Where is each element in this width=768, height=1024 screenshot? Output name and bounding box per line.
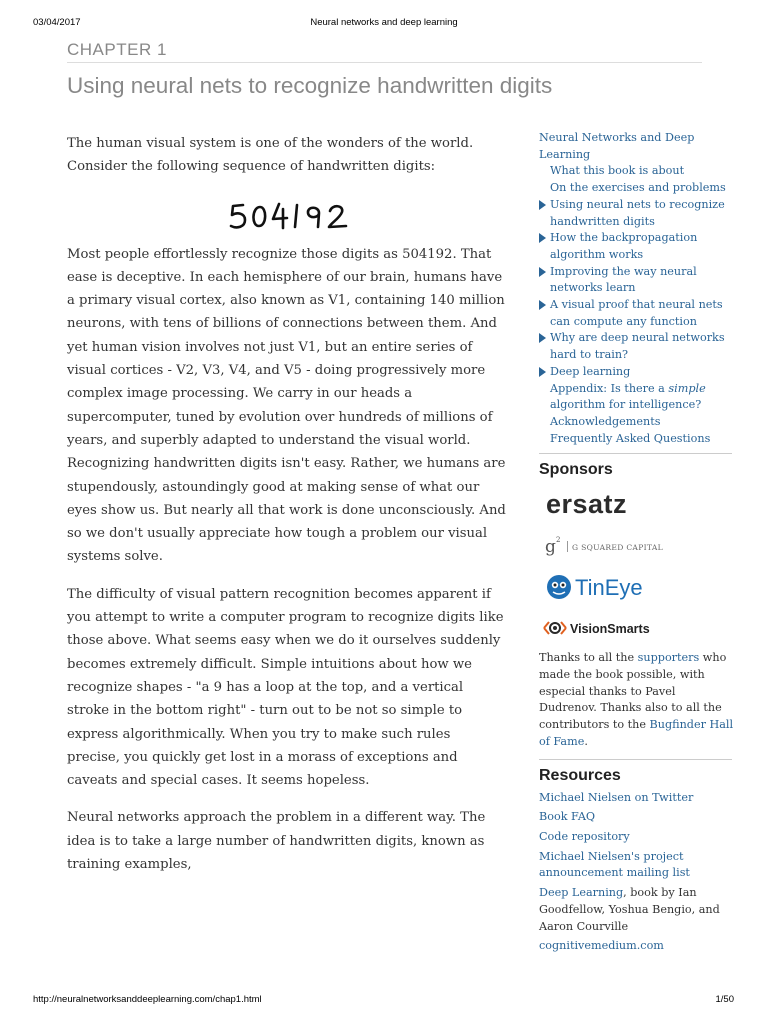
svg-text:G SQUARED CAPITAL: G SQUARED CAPITAL (572, 542, 663, 552)
triangle-right-icon[interactable] (539, 200, 546, 210)
toc-item-link[interactable]: On the exercises and problems (550, 181, 726, 195)
cognitivemedium-link[interactable]: cognitivemedium.com (539, 939, 664, 953)
sidebar (539, 130, 734, 958)
toc-item-faq[interactable] (539, 431, 734, 448)
print-doc-title: Neural networks and deep learning (310, 17, 458, 28)
toc-list (539, 163, 734, 380)
toc-appendix-emphasis: simple (668, 381, 706, 395)
print-header (0, 17, 768, 31)
toc-item-link[interactable]: How the backpropagation algorithm works (550, 231, 698, 261)
toc-item-link[interactable]: Improving the way neural networks learn (550, 264, 697, 295)
header-divider (67, 62, 702, 63)
print-footer (0, 994, 768, 1008)
chapter-label: CHAPTER 1 (67, 40, 167, 59)
svg-text:VisionSmarts: VisionSmarts (570, 621, 650, 636)
ersatz-logo-icon (539, 488, 649, 522)
print-url: http://neuralnetworksanddeeplearning.com/chap1.html (33, 994, 262, 1005)
triangle-right-icon[interactable] (539, 267, 546, 277)
resource-link[interactable]: Michael Nielsen's project announcement mailing list (539, 849, 690, 880)
paragraph-difficulty: The difficulty of visual pattern recognition becomes apparent if you attempt to write a computer program to recognize digits like those above. What seems easy when we do it ourselves suddenly becomes extremely difficult. Simple intuitions about how we recognize shapes - "a 9 has a loop at the top, and a vertical stroke in the bottom right" - turn out to be not so simple to express algorithmically. When you try to make such rules precise, you quickly get lost in a morass of exceptions and caveats and special cases. It seems hopeless. (67, 586, 504, 789)
toc-appendix-text-1: Appendix: Is there a (550, 381, 669, 395)
toc-faq-link[interactable]: Frequently Asked Questions (550, 431, 711, 445)
thanks-text-3: . (584, 734, 588, 748)
sponsors-thanks-text (539, 650, 734, 750)
paragraph-deceptive: Most people effortlessly recognize those digits as 504192. That ease is deceptive. In each hemisphere of our brain, humans have a primary visual cortex, also known as V1, containing 140 million neurons, with tens of billions of connections between them. And yet human vision involves not just V1, but an entire series of visual cortices - V2, V3, V4, and V5 - doing progressively more complex image processing. We carry in our heads a supercomputer, tuned by evolution over hundreds of millions of years, and superbly adapted to understand the visual world. Recognizing handwritten digits isn't easy. Rather, we humans are stupendously, astoundingly good at making sense of what our eyes show us. But nearly all that work is done unconsciously. And so we don't usually appreciate how tough a problem our visual systems solve. (67, 246, 506, 565)
bugfinder-hall-of-fame-link[interactable]: Bugfinder Hall of Fame (539, 718, 734, 748)
triangle-right-icon[interactable] (539, 300, 546, 310)
toc-item-acknowledgements[interactable] (539, 414, 734, 431)
main-content (67, 132, 507, 890)
resources-heading: Resources (539, 766, 621, 784)
paragraph-intro: The human visual system is one of the wonders of the world. Consider the following sequence of handwritten digits: (67, 136, 474, 175)
g-squared-logo-icon (539, 532, 664, 560)
sponsor-ersatz-logo[interactable] (539, 484, 734, 525)
resource-link[interactable]: Michael Nielsen on Twitter (539, 790, 694, 804)
toc-item-link[interactable]: Using neural nets to recognize handwritten digits (550, 197, 725, 228)
toc-item[interactable] (539, 197, 734, 230)
visionsmarts-logo-icon (539, 613, 664, 643)
toc-item[interactable] (539, 364, 734, 381)
toc-item[interactable] (539, 180, 734, 197)
resource-deep-learning (539, 885, 734, 935)
paragraph-neural-approach: Neural networks approach the problem in a different way. The idea is to take a large number of handwritten digits, known as training examples, (67, 810, 486, 873)
resource-item (539, 790, 734, 807)
svg-text:TinEye: TinEye (575, 574, 643, 600)
handwritten-digits-image (67, 189, 507, 243)
svg-text:g: g (545, 536, 556, 557)
toc-item[interactable] (539, 163, 734, 180)
toc-item[interactable] (539, 297, 734, 330)
toc-item-link[interactable]: Why are deep neural networks hard to train? (550, 331, 725, 362)
toc-appendix-text-2: algorithm for intelligence? (550, 398, 702, 412)
sponsor-visionsmarts-logo[interactable] (539, 607, 734, 648)
resource-item (539, 829, 734, 846)
toc-item[interactable] (539, 264, 734, 297)
toc-acknowledgements-link[interactable]: Acknowledgements (550, 414, 661, 428)
sponsor-g-squared-logo[interactable] (539, 525, 734, 566)
triangle-right-icon[interactable] (539, 367, 546, 377)
triangle-right-icon[interactable] (539, 233, 546, 243)
toc-book-title-link[interactable]: Neural Networks and Deep Learning (539, 131, 695, 161)
svg-text:ersatz: ersatz (546, 488, 628, 519)
resource-cognitivemedium (539, 938, 734, 955)
triangle-right-icon[interactable] (539, 333, 546, 343)
resource-item (539, 849, 734, 882)
toc-item[interactable] (539, 230, 734, 263)
thanks-text-1: Thanks to all the (539, 651, 638, 665)
resource-item (539, 809, 734, 826)
toc-item-link[interactable]: Deep learning (550, 364, 631, 378)
print-date: 03/04/2017 (33, 17, 81, 28)
toc-item-appendix[interactable] (539, 381, 734, 414)
sponsor-tineye-logo[interactable] (539, 566, 734, 607)
svg-text:2: 2 (556, 535, 561, 544)
thanks-text-2: who made the book possible, with especial thanks to Pavel Dudrenov. Thanks also to all the contributors to the (539, 651, 727, 732)
sidebar-divider-2 (539, 759, 732, 760)
supporters-link[interactable]: supporters (637, 651, 700, 665)
resource-link[interactable]: Code repository (539, 829, 630, 843)
print-page-number: 1/50 (715, 994, 734, 1005)
resources-list (539, 790, 734, 883)
tineye-logo-icon (539, 571, 659, 603)
toc-item[interactable] (539, 330, 734, 363)
chapter-title: Using neural nets to recognize handwritten digits (67, 73, 553, 98)
deep-learning-book-text: , book by Ian Goodfellow, Yoshua Bengio, and Aaron Courville (539, 886, 720, 933)
sponsors-heading: Sponsors (539, 461, 613, 479)
resource-link[interactable]: Book FAQ (539, 810, 596, 824)
sidebar-divider-1 (539, 453, 732, 454)
toc-item-link[interactable]: What this book is about (550, 164, 685, 178)
toc-item-link[interactable]: A visual proof that neural nets can compute any function (550, 298, 723, 328)
deep-learning-book-link[interactable]: Deep Learning (539, 886, 624, 900)
handwritten-digits-drawing (227, 199, 357, 233)
toc-appendix-link[interactable] (550, 382, 706, 412)
